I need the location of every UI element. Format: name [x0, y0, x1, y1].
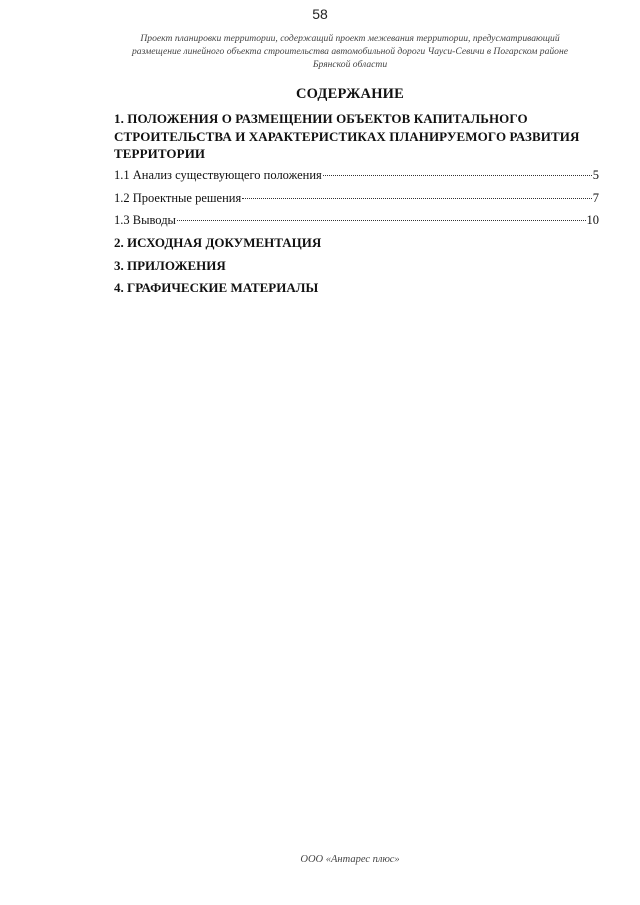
- document-header: [100, 32, 600, 71]
- toc-entry-1-3: [114, 213, 599, 229]
- toc-section-1-line-3: ТЕРРИТОРИИ: [114, 146, 206, 161]
- toc-entry-page: 7: [592, 191, 599, 205]
- toc-entry-label: 1.1 Анализ существующего положения: [114, 168, 322, 182]
- toc-section-3: 3. ПРИЛОЖЕНИЯ: [114, 258, 226, 273]
- header-line-3: Брянской области: [312, 59, 388, 70]
- footer-company: ООО «Антарес плюс»: [300, 854, 400, 865]
- toc-section-1-line-1: 1. ПОЛОЖЕНИЯ О РАЗМЕЩЕНИИ ОБЪЕКТОВ КАПИТАЛЬНОГО: [114, 111, 528, 126]
- toc-section-4: 4. ГРАФИЧЕСКИЕ МАТЕРИАЛЫ: [114, 280, 319, 295]
- toc-entry-label: 1.3 Выводы: [114, 213, 176, 227]
- toc-entry-label: 1.2 Проектные решения: [114, 191, 242, 205]
- header-line-1: Проект планировки территории, содержащий проект межевания территории, предусматривающий: [140, 33, 560, 44]
- toc-section-1-line-2: СТРОИТЕЛЬСТВА И ХАРАКТЕРИСТИКАХ ПЛАНИРУЕМОГО РАЗВИТИЯ: [114, 128, 580, 144]
- dot-leader: [242, 198, 592, 199]
- toc-section-2: 2. ИСХОДНАЯ ДОКУМЕНТАЦИЯ: [114, 235, 322, 250]
- dot-leader: [323, 175, 592, 176]
- toc-entry-1-2: [114, 191, 599, 207]
- toc-title: СОДЕРЖАНИЕ: [295, 86, 405, 102]
- header-line-2: размещение линейного объекта строительства автомобильной дороги Чауси-Севичи в Погарском районе: [132, 46, 568, 57]
- toc-entry-page: 5: [592, 168, 599, 182]
- toc-entry-page: 10: [586, 213, 599, 227]
- toc-entry-1-1: [114, 168, 599, 184]
- toc-section-1: [114, 110, 584, 163]
- dot-leader: [177, 220, 586, 221]
- page-number: 58: [312, 6, 328, 22]
